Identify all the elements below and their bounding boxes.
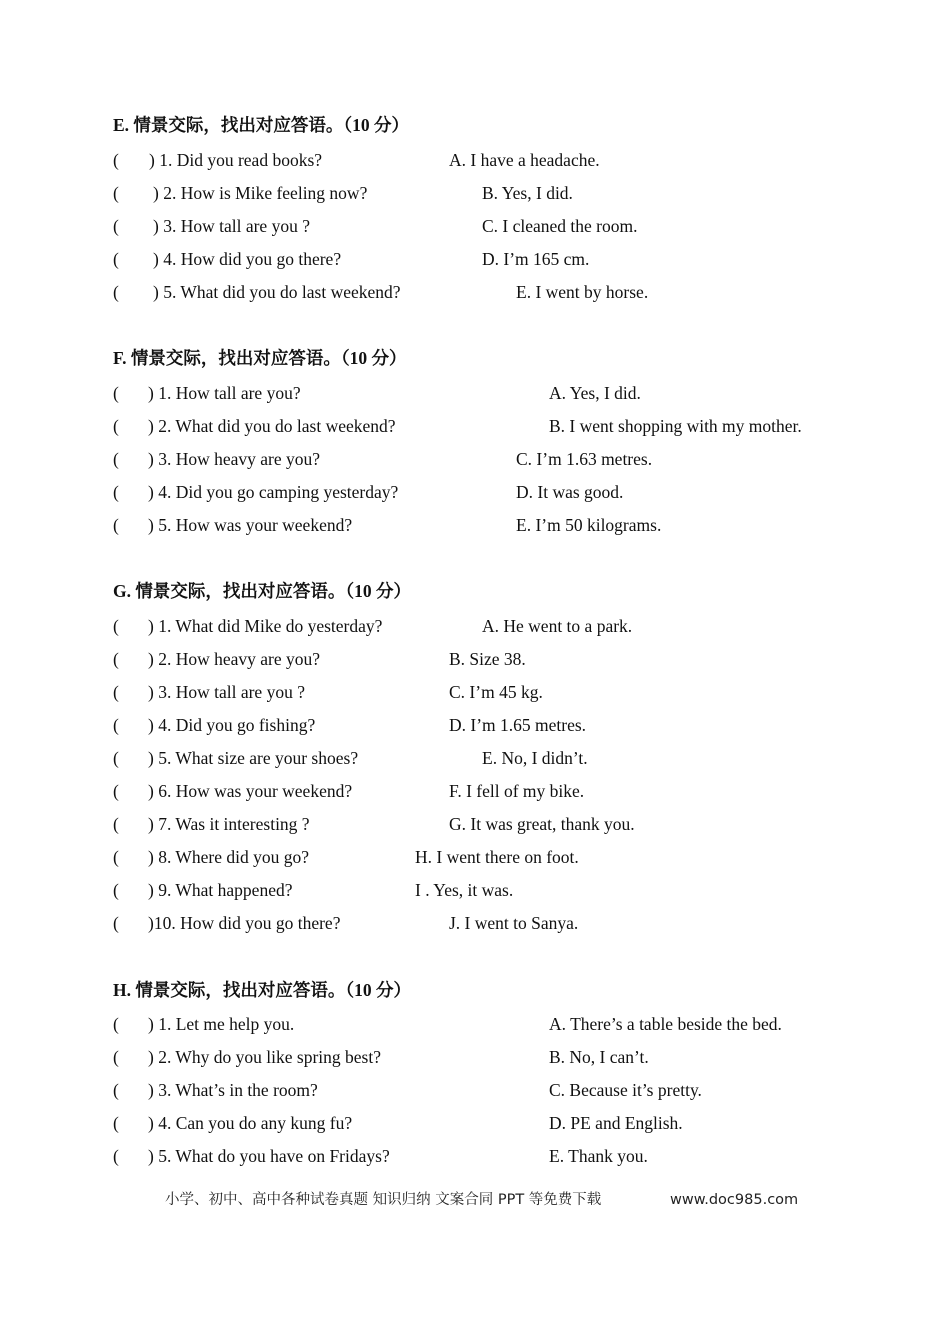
answer-blank-open-paren: ( (113, 748, 119, 768)
answer-blank-open-paren: ( (113, 515, 119, 535)
question-item: ) 7. Was it interesting ? (148, 814, 310, 834)
answer-option: I . Yes, it was. (415, 880, 514, 900)
answer-option: D. I’m 1.65 metres. (449, 715, 587, 735)
question-item: ) 9. What happened? (148, 880, 293, 900)
answer-blank-open-paren: ( (113, 383, 119, 403)
answer-blank-open-paren: ( (113, 449, 119, 469)
answer-blank-open-paren: ( (113, 781, 119, 801)
answer-blank-open-paren: ( (113, 1146, 119, 1166)
footer-text: 小学、初中、高中各种试卷真题 知识归纳 文案合同 PPT 等免费下载 (165, 1192, 602, 1208)
question-item: ) 2. Why do you like spring best? (148, 1047, 381, 1067)
question-item: ) 3. How tall are you ? (148, 682, 305, 702)
question-item: ) 5. How was your weekend? (148, 515, 353, 535)
answer-blank-open-paren: ( (113, 880, 119, 900)
answer-blank-open-paren: ( (113, 682, 119, 702)
answer-option: J. I went to Sanya. (449, 913, 579, 933)
answer-option: E. No, I didn’t. (482, 748, 588, 768)
question-item: ) 1. Let me help you. (148, 1014, 295, 1034)
answer-option: A. He went to a park. (482, 616, 633, 636)
answer-option: B. Yes, I did. (482, 183, 573, 203)
answer-option: E. Thank you. (549, 1146, 648, 1166)
question-item: ) 5. What did you do last weekend? (153, 282, 401, 302)
question-item: ) 5. What do you have on Fridays? (148, 1146, 390, 1166)
question-item: ) 3. How heavy are you? (148, 449, 321, 469)
question-item: ) 4. How did you go there? (153, 249, 342, 269)
answer-blank-open-paren: ( (113, 649, 119, 669)
answer-blank-open-paren: ( (113, 1047, 119, 1067)
question-item: ) 2. What did you do last weekend? (148, 416, 396, 436)
answer-option: E. I went by horse. (516, 282, 649, 302)
question-item: ) 1. Did you read books? (149, 150, 323, 170)
question-item: ) 8. Where did you go? (148, 847, 310, 867)
answer-option: G. It was great, thank you. (449, 814, 635, 834)
answer-option: B. I went shopping with my mother. (549, 416, 802, 436)
answer-option: A. I have a headache. (449, 150, 600, 170)
answer-blank-open-paren: ( (113, 1113, 119, 1133)
answer-option: A. There’s a table beside the bed. (549, 1014, 782, 1034)
section-heading: H. 情景交际，找出对应答语。（10 分） (113, 980, 411, 1000)
answer-blank-open-paren: ( (113, 847, 119, 867)
answer-option: A. Yes, I did. (549, 383, 641, 403)
question-item: ) 1. How tall are you? (148, 383, 301, 403)
answer-blank-open-paren: ( (113, 416, 119, 436)
question-item: ) 4. Can you do any kung fu? (148, 1113, 353, 1133)
question-item: ) 5. What size are your shoes? (148, 748, 359, 768)
question-item: ) 3. How tall are you ? (153, 216, 310, 236)
answer-option: C. I’m 1.63 metres. (516, 449, 653, 469)
answer-option: D. PE and English. (549, 1113, 683, 1133)
answer-option: D. It was good. (516, 482, 624, 502)
answer-option: C. I’m 45 kg. (449, 682, 543, 702)
answer-option: B. Size 38. (449, 649, 526, 669)
answer-blank-open-paren: ( (113, 1080, 119, 1100)
answer-blank-open-paren: ( (113, 715, 119, 735)
answer-blank-open-paren: ( (113, 913, 119, 933)
answer-option: B. No, I can’t. (549, 1047, 649, 1067)
answer-blank-open-paren: ( (113, 482, 119, 502)
section-heading: G. 情景交际，找出对应答语。（10 分） (113, 581, 411, 601)
answer-blank-open-paren: ( (113, 150, 119, 170)
question-item: )10. How did you go there? (148, 913, 341, 933)
question-item: ) 1. What did Mike do yesterday? (148, 616, 383, 636)
question-item: ) 2. How heavy are you? (148, 649, 321, 669)
answer-option: H. I went there on foot. (415, 847, 579, 867)
answer-option: C. I cleaned the room. (482, 216, 638, 236)
answer-blank-open-paren: ( (113, 249, 119, 269)
answer-option: F. I fell of my bike. (449, 781, 585, 801)
answer-blank-open-paren: ( (113, 183, 119, 203)
answer-blank-open-paren: ( (113, 814, 119, 834)
section-heading: F. 情景交际，找出对应答语。（10 分） (113, 348, 407, 368)
question-item: ) 4. Did you go fishing? (148, 715, 316, 735)
answer-blank-open-paren: ( (113, 216, 119, 236)
answer-blank-open-paren: ( (113, 1014, 119, 1034)
answer-option: D. I’m 165 cm. (482, 249, 590, 269)
question-item: ) 2. How is Mike feeling now? (153, 183, 368, 203)
question-item: ) 3. What’s in the room? (148, 1080, 318, 1100)
footer-website: www.doc985.com (670, 1192, 799, 1208)
answer-option: C. Because it’s pretty. (549, 1080, 702, 1100)
question-item: ) 6. How was your weekend? (148, 781, 353, 801)
answer-option: E. I’m 50 kilograms. (516, 515, 662, 535)
section-heading: E. 情景交际，找出对应答语。（10 分） (113, 115, 410, 135)
answer-blank-open-paren: ( (113, 282, 119, 302)
answer-blank-open-paren: ( (113, 616, 119, 636)
question-item: ) 4. Did you go camping yesterday? (148, 482, 399, 502)
